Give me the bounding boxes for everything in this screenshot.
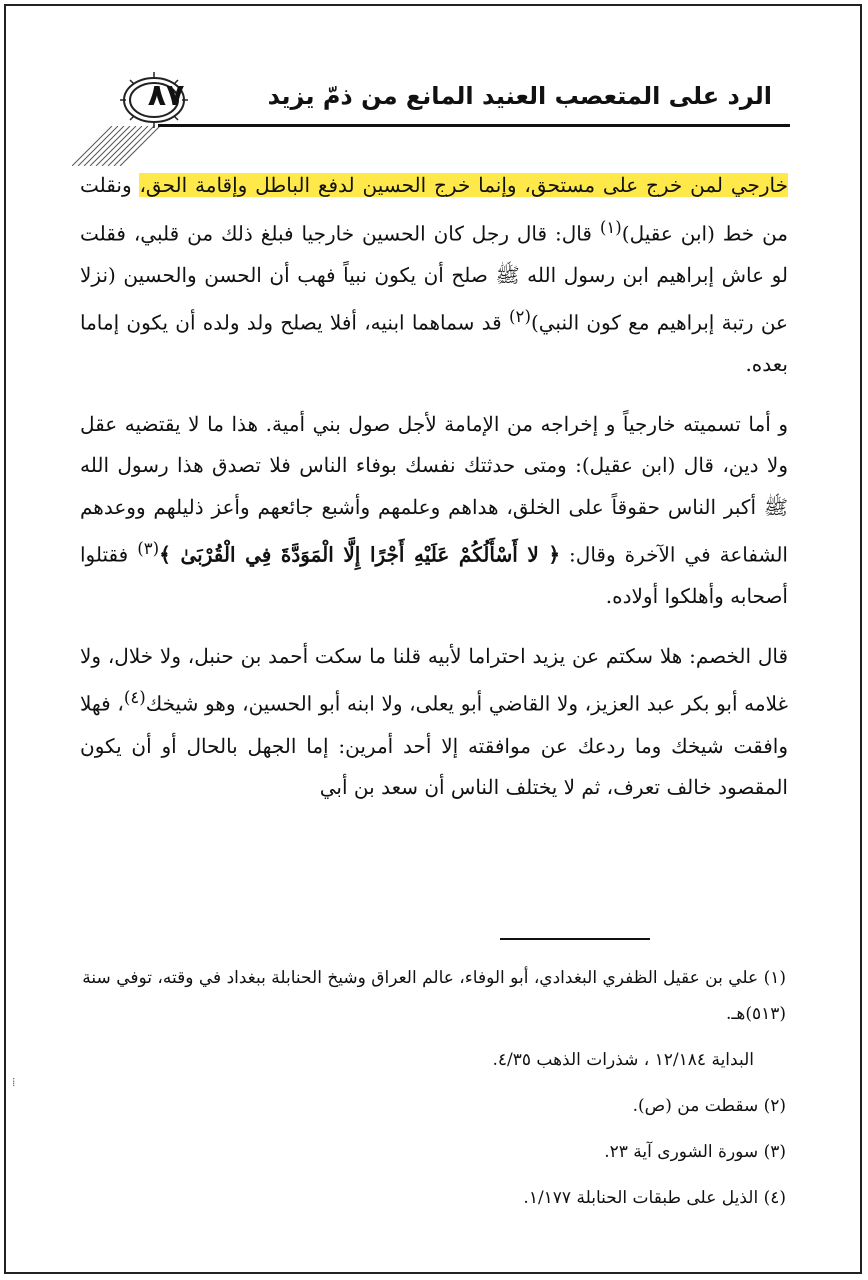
- footnote-ref: (٢): [508, 307, 531, 327]
- page-number: ٨٧: [147, 78, 185, 113]
- footnote-1-source: البداية ١٢/١٨٤ ، شذرات الذهب ٤/٣٥.: [492, 1050, 754, 1070]
- paragraph-3: [80, 636, 788, 809]
- paragraph-2: [80, 404, 788, 618]
- footnote-separator: [500, 938, 650, 940]
- highlighted-text: خارجي لمن خرج على مستحق، وإنما خرج الحسين لدفع الباطل وإقامة الحق،: [139, 173, 789, 197]
- hatch-ornament: [72, 126, 162, 166]
- paragraph-1: [80, 165, 788, 386]
- footnote-4: (٤) الذيل على طبقات الحنابلة ١/١٧٧.: [523, 1188, 786, 1208]
- footnote-1: (١) علي بن عقيل الظفري البغدادي، أبو الوفاء، عالم العراق وشيخ الحنابلة ببغداد في وقته، توفي سنة (٥١٣)هـ.: [82, 968, 786, 1024]
- footnote-ref: (٤): [123, 688, 146, 708]
- paragraph-text: فقتلوا أصحابه وأهلكوا أولاده.: [80, 542, 788, 609]
- margin-mark: ⁞: [12, 1075, 16, 1089]
- paragraph-text: قد سماهما ابنيه، أفلا يصلح ولد ولده أن يكون إماما بعده.: [80, 310, 788, 377]
- page-header: [60, 66, 790, 136]
- footnote-ref: (٣): [137, 539, 160, 559]
- footnote-2: (٢) سقطت من (ص).: [632, 1096, 786, 1116]
- footnote-ref: (١): [599, 217, 622, 237]
- paragraph-text: و أما تسميته خارجياً و إخراجه من الإمامة لأجل صول بني أمية. هذا ما لا يقتضيه عقل ولا دين، قال (ابن عقيل): ومتى حدثتك نفسك بوفاء الناس فلا تصدق هذا رسول الله ﷺ أكبر الناس حقوقاً على الخلق، هداهم وعلمهم وأشبع جائعهم وأعز ذليلهم ووعدهم الشفاعة في الآخرة وقال:: [80, 411, 788, 567]
- paragraph-text: قال الخصم: هلا سكتم عن يزيد احتراما لأبيه قلنا ما سكت أحمد بن حنبل، ولا خلال، ولا غلامه أبو بكر عبد العزيز، ولا القاضي أبو يعلى، ولا ابنه أبو الحسين، وهو شيخك: [80, 643, 788, 717]
- main-text: [80, 165, 788, 827]
- paragraph-text: ونقلت من خط (ابن عقيل): [80, 173, 789, 246]
- running-title: الرد على المتعصب العنيد المانع من ذمّ يزيد: [267, 82, 772, 110]
- header-rule: [158, 124, 790, 127]
- paragraph-text: قال: قال رجل كان الحسين خارجيا فبلغ ذلك من قلبي، فقلت لو عاش إبراهيم ابن رسول الله ﷺ صلح أن يكون نبياً فهب أن الحسن والحسين (نزلا عن رتبة إبراهيم مع كون النبي): [80, 221, 788, 335]
- footnotes: [80, 960, 786, 1226]
- quran-verse: ﴿ لا أَسْأَلُكُمْ عَلَيْهِ أَجْرًا إِلَّا الْمَوَدَّةَ فِي الْقُرْبَىٰ ﴾: [159, 542, 561, 567]
- footnote-3: (٣) سورة الشورى آية ٢٣.: [604, 1142, 786, 1162]
- paragraph-text: ، فهلا وافقت شيخك وما ردعك عن موافقته إلا أحد أمرين: إما الجهل بالحال أو أن يكون المقصود خالف تعرف، ثم لا يختلف الناس أن سعد بن أبي: [80, 692, 788, 800]
